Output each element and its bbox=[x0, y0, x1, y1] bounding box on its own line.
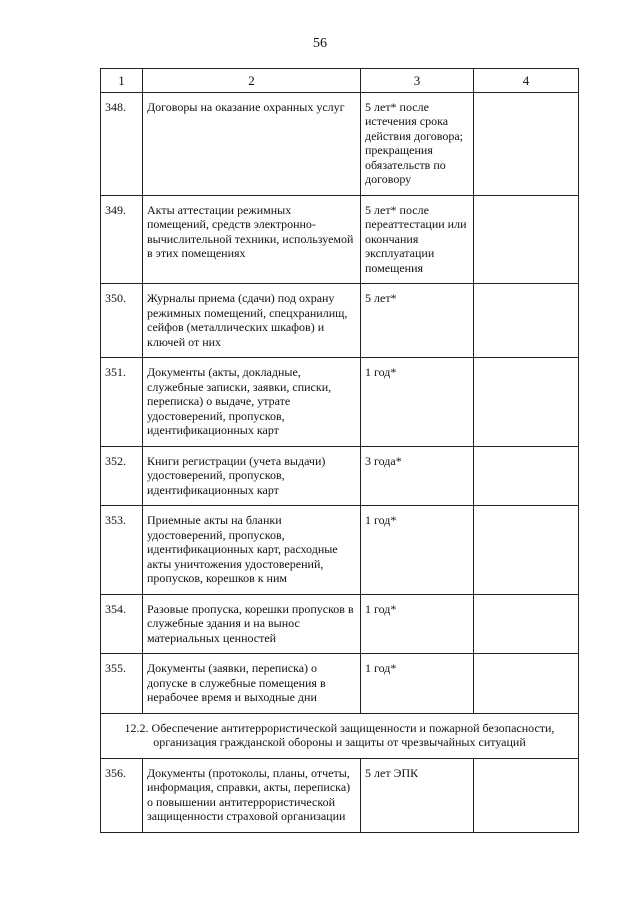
table-row bbox=[101, 758, 579, 832]
header-col-4: 4 bbox=[474, 69, 579, 93]
section-heading-row bbox=[101, 713, 579, 758]
row-number: 356. bbox=[101, 758, 143, 832]
row-number: 349. bbox=[101, 195, 143, 284]
header-col-2: 2 bbox=[143, 69, 361, 93]
row-retention-term: 5 лет* после истечения срока действия договора; прекращения обязательств по договору bbox=[361, 92, 474, 195]
row-note bbox=[474, 506, 579, 595]
row-number: 355. bbox=[101, 654, 143, 714]
row-retention-term: 1 год* bbox=[361, 654, 474, 714]
page-number: 56 bbox=[313, 36, 327, 51]
row-number: 348. bbox=[101, 92, 143, 195]
row-title: Разовые пропуска, корешки пропусков в служебные здания и на вынос материальных ценностей bbox=[143, 594, 361, 654]
header-col-3: 3 bbox=[361, 69, 474, 93]
row-note bbox=[474, 195, 579, 284]
row-number: 353. bbox=[101, 506, 143, 595]
table-row bbox=[101, 195, 579, 284]
retention-table bbox=[100, 68, 579, 833]
row-note bbox=[474, 358, 579, 447]
table-row bbox=[101, 654, 579, 714]
table-row bbox=[101, 594, 579, 654]
table-row bbox=[101, 92, 579, 195]
table-row bbox=[101, 446, 579, 506]
header-row bbox=[101, 69, 579, 93]
table-row bbox=[101, 358, 579, 447]
row-title: Договоры на оказание охранных услуг bbox=[143, 92, 361, 195]
row-number: 351. bbox=[101, 358, 143, 447]
row-number: 350. bbox=[101, 284, 143, 358]
row-note bbox=[474, 92, 579, 195]
row-note bbox=[474, 284, 579, 358]
row-title: Книги регистрации (учета выдачи) удостоверений, пропусков, идентификационных карт bbox=[143, 446, 361, 506]
section-heading: 12.2. Обеспечение антитеррористической защищенности и пожарной безопасности, организация гражданской обороны и защиты от чрезвычайных ситуаций bbox=[101, 713, 579, 758]
table-row bbox=[101, 506, 579, 595]
table-row bbox=[101, 284, 579, 358]
row-retention-term: 5 лет* после переаттестации или окончания эксплуатации помещения bbox=[361, 195, 474, 284]
row-retention-term: 3 года* bbox=[361, 446, 474, 506]
row-retention-term: 1 год* bbox=[361, 506, 474, 595]
row-note bbox=[474, 594, 579, 654]
row-note bbox=[474, 758, 579, 832]
row-title: Документы (акты, докладные, служебные записки, заявки, списки, переписка) о выдаче, утрате удостоверений, пропусков, идентификационных карт bbox=[143, 358, 361, 447]
row-title: Приемные акты на бланки удостоверений, пропусков, идентификационных карт, расходные акты уничтожения удостоверений, пропусков, корешков к ним bbox=[143, 506, 361, 595]
row-number: 354. bbox=[101, 594, 143, 654]
row-retention-term: 5 лет* bbox=[361, 284, 474, 358]
row-retention-term: 5 лет ЭПК bbox=[361, 758, 474, 832]
row-retention-term: 1 год* bbox=[361, 594, 474, 654]
row-title: Документы (заявки, переписка) о допуске в служебные помещения в нерабочее время и выходные дни bbox=[143, 654, 361, 714]
row-note bbox=[474, 446, 579, 506]
header-col-1: 1 bbox=[101, 69, 143, 93]
row-number: 352. bbox=[101, 446, 143, 506]
row-note bbox=[474, 654, 579, 714]
row-title: Акты аттестации режимных помещений, средств электронно-вычислительной техники, используемой в этих помещениях bbox=[143, 195, 361, 284]
row-title: Документы (протоколы, планы, отчеты, информация, справки, акты, переписка) о повышении антитеррористической защищенности страховой организации bbox=[143, 758, 361, 832]
row-title: Журналы приема (сдачи) под охрану режимных помещений, спецхранилищ, сейфов (металлических шкафов) и ключей от них bbox=[143, 284, 361, 358]
row-retention-term: 1 год* bbox=[361, 358, 474, 447]
